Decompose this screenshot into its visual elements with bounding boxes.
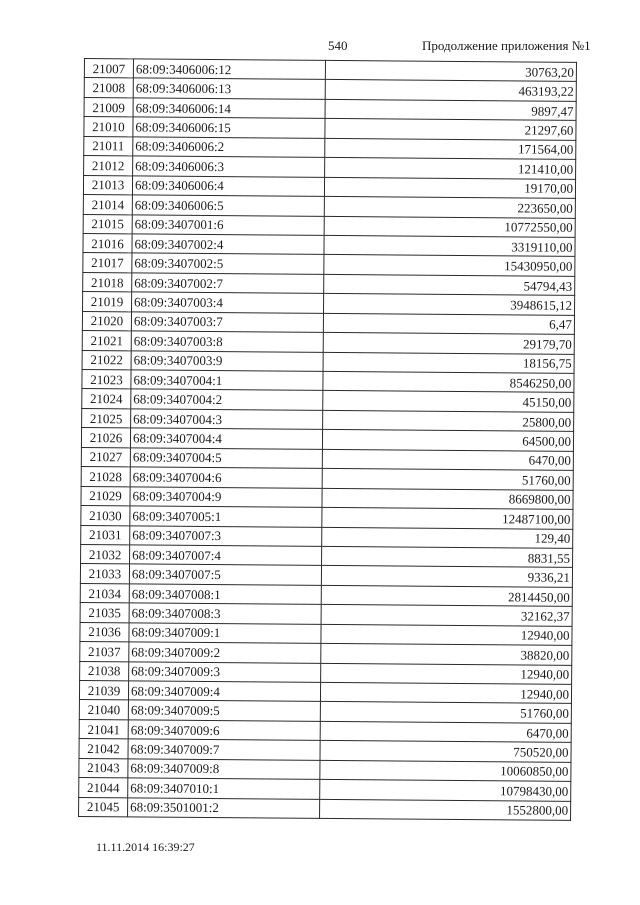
- value-cell: 21297,60: [325, 119, 576, 140]
- value-cell: 64500,00: [322, 430, 573, 451]
- cadastral-number-cell: 68:09:3407004:3: [131, 409, 323, 430]
- print-timestamp: 11.11.2014 16:39:27: [96, 840, 195, 854]
- cadastral-number-cell: 68:09:3407007:4: [130, 545, 322, 566]
- value-cell: 10772550,00: [324, 216, 575, 237]
- cadastral-number-cell: 68:09:3407003:9: [131, 350, 323, 371]
- row-number-cell: 21017: [83, 253, 132, 273]
- cadastral-number-cell: 68:09:3407004:5: [130, 448, 322, 469]
- table-body: [79, 59, 577, 821]
- cadastral-number-cell: 68:09:3407005:1: [130, 506, 322, 527]
- value-cell: 15430950,00: [324, 255, 575, 276]
- row-number-cell: 21010: [84, 117, 133, 137]
- row-number-cell: 21044: [79, 778, 128, 798]
- row-number-cell: 21018: [83, 272, 132, 292]
- row-number-cell: 21008: [84, 78, 133, 98]
- table-row: [79, 797, 571, 820]
- row-number-cell: 21033: [80, 564, 129, 584]
- value-cell: 223650,00: [324, 196, 575, 217]
- cadastral-number-cell: 68:09:3407009:7: [128, 739, 320, 760]
- cadastral-number-cell: 68:09:3407003:4: [132, 292, 324, 313]
- value-cell: 9336,21: [321, 566, 572, 587]
- row-number-cell: 21016: [83, 233, 132, 253]
- value-cell: 45150,00: [323, 391, 574, 412]
- row-number-cell: 21034: [80, 583, 129, 603]
- cadastral-number-cell: 68:09:3406006:5: [132, 195, 324, 216]
- cadastral-number-cell: 68:09:3407009:5: [128, 700, 320, 721]
- row-number-cell: 21029: [81, 486, 130, 506]
- value-cell: 8831,55: [322, 546, 573, 567]
- cadastral-number-cell: 68:09:3407009:1: [129, 623, 321, 644]
- value-cell: 30763,20: [325, 60, 576, 81]
- cadastral-number-cell: 68:09:3406006:2: [133, 137, 325, 158]
- value-cell: 18156,75: [323, 352, 574, 373]
- row-number-cell: 21043: [79, 758, 128, 778]
- cadastral-number-cell: 68:09:3407004:9: [130, 487, 322, 508]
- cadastral-number-cell: 68:09:3407001:6: [132, 214, 324, 235]
- value-cell: 12487100,00: [322, 507, 573, 528]
- cadastral-number-cell: 68:09:3407003:8: [131, 331, 323, 352]
- value-cell: 25800,00: [323, 410, 574, 431]
- value-cell: 121410,00: [325, 158, 576, 179]
- value-cell: 12940,00: [321, 624, 572, 645]
- value-cell: 12940,00: [321, 663, 572, 684]
- cadastral-number-cell: 68:09:3407008:1: [129, 584, 321, 605]
- value-cell: 32162,37: [321, 605, 572, 626]
- row-number-cell: 21037: [80, 642, 129, 662]
- cadastral-number-cell: 68:09:3407009:8: [128, 759, 320, 780]
- row-number-cell: 21040: [79, 700, 128, 720]
- cadastral-number-cell: 68:09:3406006:13: [133, 78, 325, 99]
- row-number-cell: 21021: [82, 331, 131, 351]
- value-cell: 1552800,00: [320, 799, 571, 820]
- cadastral-number-cell: 68:09:3407002:5: [132, 253, 324, 274]
- value-cell: 3319110,00: [324, 235, 575, 256]
- row-number-cell: 21020: [82, 311, 131, 331]
- row-number-cell: 21036: [80, 622, 129, 642]
- row-number-cell: 21042: [79, 739, 128, 759]
- cadastral-number-cell: 68:09:3407004:6: [130, 467, 322, 488]
- value-cell: 8546250,00: [323, 371, 574, 392]
- row-number-cell: 21013: [83, 175, 132, 195]
- value-cell: 2814450,00: [321, 585, 572, 606]
- row-number-cell: 21011: [84, 136, 133, 156]
- value-cell: 19170,00: [324, 177, 575, 198]
- value-cell: 54794,43: [324, 274, 575, 295]
- row-number-cell: 21019: [83, 292, 132, 312]
- value-cell: 3948615,12: [324, 294, 575, 315]
- cadastral-number-cell: 68:09:3407002:7: [132, 273, 324, 294]
- cadastral-number-cell: 68:09:3501001:2: [128, 797, 320, 818]
- row-number-cell: 21024: [82, 389, 131, 409]
- value-cell: 38820,00: [321, 644, 572, 665]
- value-cell: 51760,00: [322, 469, 573, 490]
- value-cell: 10060850,00: [320, 760, 571, 781]
- cadastral-number-cell: 68:09:3406006:14: [133, 98, 325, 119]
- cadastral-number-cell: 68:09:3407003:7: [131, 312, 323, 333]
- value-cell: 6470,00: [320, 721, 571, 742]
- value-cell: 750520,00: [320, 741, 571, 762]
- row-number-cell: 21012: [84, 156, 133, 176]
- cadastral-number-cell: 68:09:3407007:5: [129, 564, 321, 585]
- value-cell: 6,47: [323, 313, 574, 334]
- row-number-cell: 21025: [82, 408, 131, 428]
- value-cell: 29179,70: [323, 333, 574, 354]
- cadastral-number-cell: 68:09:3406006:12: [133, 59, 325, 80]
- cadastral-number-cell: 68:09:3407009:2: [129, 642, 321, 663]
- row-number-cell: 21030: [81, 506, 130, 526]
- cadastral-number-cell: 68:09:3406006:15: [133, 117, 325, 138]
- row-number-cell: 21041: [79, 719, 128, 739]
- cadastral-number-cell: 68:09:3407004:2: [131, 389, 323, 410]
- row-number-cell: 21023: [82, 369, 131, 389]
- cadastral-number-cell: 68:09:3407007:3: [130, 525, 322, 546]
- cadastral-number-cell: 68:09:3406006:4: [132, 176, 324, 197]
- row-number-cell: 21015: [83, 214, 132, 234]
- cadastral-number-cell: 68:09:3407002:4: [132, 234, 324, 255]
- cadastral-number-cell: 68:09:3407010:1: [128, 778, 320, 799]
- row-number-cell: 21022: [82, 350, 131, 370]
- cadastral-number-cell: 68:09:3407009:6: [128, 720, 320, 741]
- value-cell: 6470,00: [322, 449, 573, 470]
- cadastral-number-cell: 68:09:3407008:3: [129, 603, 321, 624]
- value-cell: 51760,00: [320, 702, 571, 723]
- row-number-cell: 21045: [79, 797, 128, 817]
- cadastral-number-cell: 68:09:3407009:4: [128, 681, 320, 702]
- page-caption: Продолжение приложения №1: [422, 38, 591, 53]
- row-number-cell: 21009: [84, 97, 133, 117]
- registry-table: [78, 58, 577, 821]
- page-number: 540: [328, 38, 348, 53]
- row-number-cell: 21035: [80, 603, 129, 623]
- row-number-cell: 21032: [81, 544, 130, 564]
- row-number-cell: 21027: [81, 447, 130, 467]
- value-cell: 129,40: [322, 527, 573, 548]
- cadastral-number-cell: 68:09:3407004:1: [131, 370, 323, 391]
- value-cell: 9897,47: [325, 99, 576, 120]
- value-cell: 8669800,00: [322, 488, 573, 509]
- cadastral-number-cell: 68:09:3406006:3: [133, 156, 325, 177]
- cadastral-number-cell: 68:09:3407009:3: [129, 661, 321, 682]
- row-number-cell: 21038: [80, 661, 129, 681]
- value-cell: 10798430,00: [320, 780, 571, 801]
- value-cell: 12940,00: [320, 682, 571, 703]
- value-cell: 171564,00: [325, 138, 576, 159]
- row-number-cell: 21026: [81, 428, 130, 448]
- row-number-cell: 21028: [81, 467, 130, 487]
- value-cell: 463193,22: [325, 80, 576, 101]
- row-number-cell: 21039: [79, 680, 128, 700]
- row-number-cell: 21031: [81, 525, 130, 545]
- row-number-cell: 21007: [84, 59, 133, 79]
- cadastral-number-cell: 68:09:3407004:4: [130, 428, 322, 449]
- row-number-cell: 21014: [83, 195, 132, 215]
